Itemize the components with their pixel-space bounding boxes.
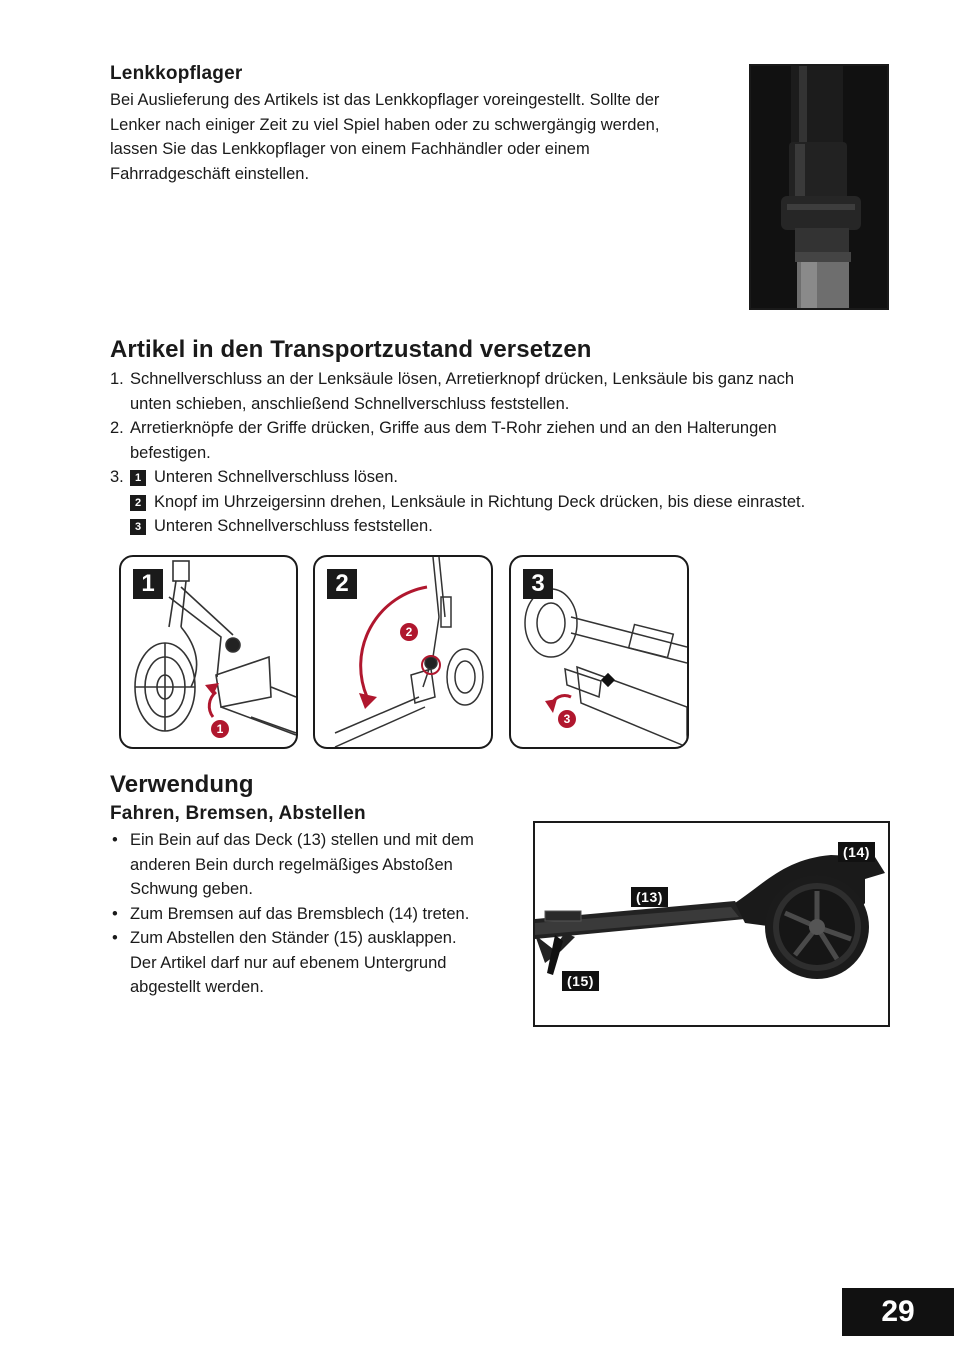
scooter-deck-illustration xyxy=(535,823,888,1025)
stand-label: (15) xyxy=(562,971,599,991)
step-badge: 3 xyxy=(130,519,146,535)
substep-2 xyxy=(130,490,880,515)
substep-3 xyxy=(130,514,880,539)
bullet-line: Zum Bremsen auf das Bremsblech (14) treten. xyxy=(130,905,470,923)
item-line: unten schieben, anschließend Schnellverschluss feststellen. xyxy=(130,394,570,413)
step-marker: 1 xyxy=(211,720,229,738)
bullet-dot: • xyxy=(112,831,118,849)
page-number: 29 xyxy=(842,1288,954,1336)
deck-label: (13) xyxy=(631,887,668,907)
section-heading-verwendung: Verwendung xyxy=(110,771,254,798)
bullet-line: anderen Bein durch regelmäßiges Abstoßen xyxy=(130,855,453,874)
instruction-item-3 xyxy=(110,465,880,539)
paragraph-line: lassen Sie das Lenkkopflager von einem Fachhändler oder einem xyxy=(110,140,590,159)
instruction-item-2 xyxy=(110,416,880,465)
bullet-line: Zum Abstellen den Ständer (15) ausklappen. xyxy=(130,929,457,947)
paragraph-line: Bei Auslieferung des Artikels ist das Lenkkopflager voreingestellt. Sollte der xyxy=(110,91,660,109)
bullet-line: abgestellt werden. xyxy=(130,978,264,997)
bullet-dot: • xyxy=(112,905,118,923)
step-figure-2 xyxy=(313,555,493,749)
item-number: 2. xyxy=(110,419,124,437)
item-line: Arretierknöpfe der Griffe drücken, Griffe aus dem T-Rohr ziehen und an den Halterungen xyxy=(130,419,777,437)
instruction-item-1 xyxy=(110,367,880,416)
section-heading-lenkkopflager: Lenkkopflager xyxy=(110,63,243,84)
item-number: 1. xyxy=(110,370,124,388)
figure-number: 1 xyxy=(133,569,163,599)
paragraph-line: Lenker nach einiger Zeit zu viel Spiel haben oder zu schwergängig werden, xyxy=(110,115,660,134)
bullet-line: Schwung geben. xyxy=(130,880,253,899)
substep-text: Knopf im Uhrzeigersinn drehen, Lenksäule in Richtung Deck drücken, bis diese einrastet. xyxy=(154,492,806,511)
bullet-line: Ein Bein auf das Deck (13) stellen und mit dem xyxy=(130,831,474,849)
substep-text: Unteren Schnellverschluss lösen. xyxy=(154,468,398,486)
step-marker: 2 xyxy=(400,623,418,641)
step-figure-1 xyxy=(119,555,298,749)
item-line: Schnellverschluss an der Lenksäule lösen, Arretierknopf drücken, Lenksäule bis ganz nach xyxy=(130,370,795,388)
bullet-dot: • xyxy=(112,929,118,947)
step-figure-3 xyxy=(509,555,689,749)
substep-text: Unteren Schnellverschluss feststellen. xyxy=(154,517,433,536)
bullet-line: Der Artikel darf nur auf ebenem Untergrund xyxy=(130,953,447,972)
scooter-deck-photo xyxy=(533,821,890,1027)
substep-1 xyxy=(130,465,880,490)
bullet-item-2 xyxy=(112,902,512,927)
figure-number: 2 xyxy=(327,569,357,599)
lenkkopflager-paragraph xyxy=(110,88,740,186)
subheading-fahren: Fahren, Bremsen, Abstellen xyxy=(110,803,366,824)
item-line: befestigen. xyxy=(130,443,211,462)
item-number: 3. xyxy=(110,468,124,486)
bullet-item-1 xyxy=(112,828,512,902)
steering-bearing-photo xyxy=(749,64,889,310)
step-badge: 2 xyxy=(130,495,146,511)
steering-bearing-illustration xyxy=(751,66,887,308)
step-badge: 1 xyxy=(130,470,146,486)
bullet-item-3 xyxy=(112,926,512,1000)
figure-number: 3 xyxy=(523,569,553,599)
paragraph-line: Fahrradgeschäft einstellen. xyxy=(110,164,310,183)
step-marker: 3 xyxy=(558,710,576,728)
brake-label: (14) xyxy=(838,842,875,862)
section-heading-transport: Artikel in den Transportzustand versetzen xyxy=(110,336,592,363)
